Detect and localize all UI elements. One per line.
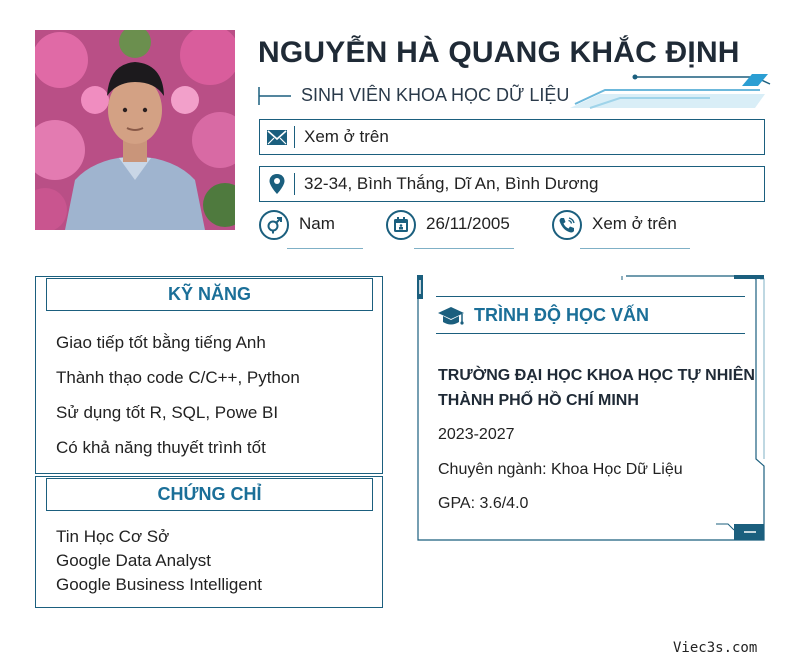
education-period: 2023-2027 [438, 426, 515, 443]
birthdate-underline [414, 248, 514, 249]
candidate-role: SINH VIÊN KHOA HỌC DỮ LIỆU [301, 85, 570, 105]
certificate-item: Google Data Analyst [56, 551, 211, 570]
decorative-circuit-lines [560, 72, 775, 112]
certificates-section [35, 476, 383, 608]
field-separator [294, 173, 295, 195]
skill-item: Giao tiếp tốt bằng tiếng Anh [56, 333, 266, 352]
field-separator [294, 126, 295, 148]
graduation-cap-icon [437, 305, 465, 329]
certificates-title: CHỨNG CHỈ [46, 478, 373, 511]
phone-value: Xem ở trên [592, 214, 677, 233]
address-value: 32-34, Bình Thắng, Dĩ An, Bình Dương [304, 174, 599, 193]
location-pin-icon [260, 167, 294, 201]
gender-value: Nam [299, 214, 335, 233]
phone-underline [580, 248, 690, 249]
skills-title: KỸ NĂNG [46, 278, 373, 311]
phone-icon [552, 210, 582, 240]
phone-field [552, 210, 692, 252]
education-title: TRÌNH ĐỘ HỌC VẤN [474, 305, 649, 325]
birthdate-value: 26/11/2005 [426, 214, 510, 233]
email-value: Xem ở trên [304, 127, 389, 146]
education-top-rule [436, 296, 745, 297]
education-major: Chuyên ngành: Khoa Học Dữ Liệu [438, 461, 683, 478]
candidate-name: NGUYỄN HÀ QUANG KHẮC ĐỊNH [258, 36, 740, 69]
email-field [259, 119, 765, 155]
birthdate-field [386, 210, 516, 252]
role-marker-line [258, 86, 292, 106]
profile-photo [35, 30, 235, 230]
school-name: TRƯỜNG ĐẠI HỌC KHOA HỌC TỰ NHIÊN THÀNH PHỐ HỒ CHÍ MINH [438, 367, 755, 409]
gender-field [259, 210, 379, 252]
skills-section [35, 276, 383, 474]
gender-icon [259, 210, 289, 240]
education-title-rule [436, 333, 745, 334]
calendar-icon [386, 210, 416, 240]
skill-item: Có khả năng thuyết trình tốt [56, 438, 266, 457]
skill-item: Thành thạo code C/C++, Python [56, 368, 300, 387]
address-field [259, 166, 765, 202]
envelope-icon [260, 120, 294, 154]
education-gpa: GPA: 3.6/4.0 [438, 495, 529, 512]
certificate-item: Tin Học Cơ Sở [56, 527, 170, 546]
gender-underline [287, 248, 363, 249]
skill-item: Sử dụng tốt R, SQL, Powe BI [56, 403, 279, 422]
certificate-item: Google Business Intelligent [56, 575, 263, 594]
watermark: Viec3s.com [673, 640, 758, 656]
